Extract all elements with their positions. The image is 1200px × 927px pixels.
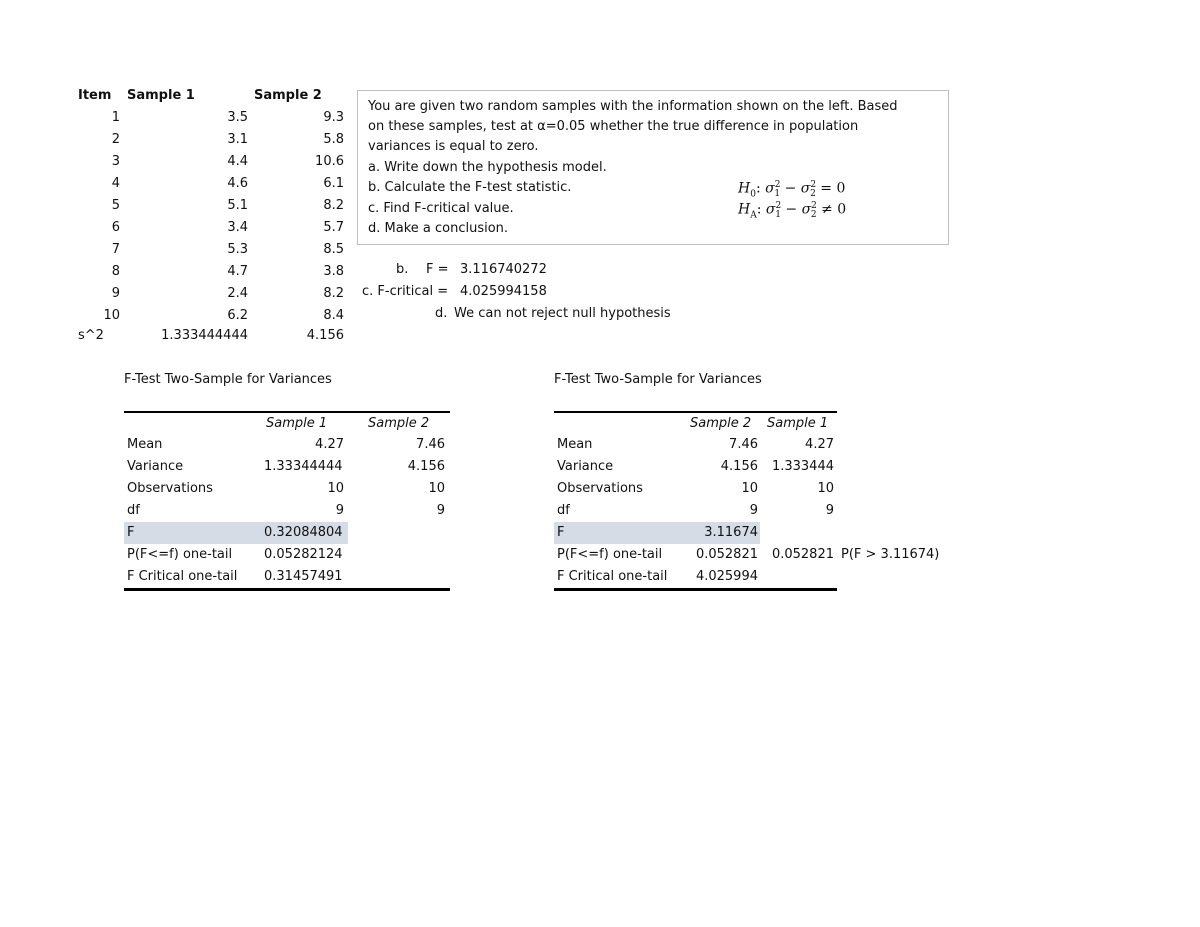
table-bottom-rule: [124, 588, 450, 591]
table-row: [124, 456, 524, 478]
problem-statement-box: [357, 90, 949, 245]
sample-1-cell: 5.3: [227, 242, 248, 257]
ftest-right-col1-header: Sample 2: [690, 416, 752, 431]
table-row: [554, 566, 954, 588]
col2-value: 4.156: [407, 459, 445, 474]
answer-b-equation: F =: [426, 262, 449, 277]
row-label: df: [127, 503, 140, 518]
table-row: [124, 478, 524, 500]
null-hypothesis: $H_0$: $\sigma^2_1 - \sigma^2_2 = 0$: [738, 180, 846, 200]
sample-2-cell: 5.7: [323, 220, 344, 235]
col1-value: 9: [749, 503, 758, 518]
row-label: F Critical one-tail: [557, 569, 668, 584]
sample-2-cell: 10.6: [315, 154, 344, 169]
item-cell: 5: [111, 198, 120, 213]
ha-sub: A: [750, 210, 757, 221]
problem-line: b. Calculate the F-test statistic.: [368, 180, 572, 195]
answer-c-value: 4.025994158: [460, 284, 547, 299]
answer-b-value: 3.116740272: [460, 262, 547, 277]
row-label: Variance: [127, 459, 184, 474]
table-row: [554, 544, 954, 566]
header-sample-2: Sample 2: [254, 88, 322, 103]
row-label: Observations: [127, 481, 213, 496]
item-cell: 3: [111, 154, 120, 169]
sample-2-cell: 6.1: [323, 176, 344, 191]
sample-1-cell: 2.4: [227, 286, 248, 301]
table-row: [554, 522, 954, 544]
table-row: [124, 544, 524, 566]
h0-rhs: = 0: [820, 180, 846, 197]
row-label: Observations: [557, 481, 643, 496]
sample-2-cell: 5.8: [323, 132, 344, 147]
col1-value: 4.025994: [695, 569, 758, 584]
problem-line: c. Find F-critical value.: [368, 201, 514, 216]
header-item: Item: [78, 88, 112, 103]
sample-2-cell: 8.2: [323, 286, 344, 301]
col2-value: 9: [825, 503, 834, 518]
col1-value: 7.46: [729, 437, 758, 452]
sample-2-cell: 9.3: [323, 110, 344, 125]
sample-2-cell: 8.4: [323, 308, 344, 323]
sample-1-cell: 4.7: [227, 264, 248, 279]
variance-label: s^2: [78, 328, 104, 343]
ftest-left-col1-header: Sample 1: [266, 416, 328, 431]
item-cell: 7: [111, 242, 120, 257]
row-note: P(F > 3.11674): [841, 547, 940, 562]
table-row: [124, 566, 524, 588]
sample-1-cell: 4.4: [227, 154, 248, 169]
row-label: Mean: [127, 437, 163, 452]
sample-2-cell: 8.5: [323, 242, 344, 257]
sample-2-cell: 3.8: [323, 264, 344, 279]
row-label: Mean: [557, 437, 593, 452]
col2-value: 10: [428, 481, 445, 496]
col1-value: 0.32084804: [264, 525, 343, 540]
problem-line: variances is equal to zero.: [368, 139, 539, 154]
row-label: F Critical one-tail: [127, 569, 238, 584]
table-row: [124, 522, 524, 544]
item-cell: 2: [111, 132, 120, 147]
table-row: [554, 456, 954, 478]
problem-line: d. Make a conclusion.: [368, 221, 509, 236]
row-label: df: [557, 503, 570, 518]
header-sample-1: Sample 1: [127, 88, 195, 103]
row-label: F: [557, 525, 565, 540]
col2-value: 1.333444: [771, 459, 834, 474]
problem-line: a. Write down the hypothesis model.: [368, 160, 607, 175]
answer-b-label: b.: [396, 262, 409, 277]
table-bottom-rule: [554, 588, 837, 591]
col1-value: 3.11674: [704, 525, 758, 540]
answer-d-text: We can not reject null hypothesis: [454, 306, 671, 321]
row-label: P(F<=f) one-tail: [557, 547, 663, 562]
ftest-left-title: F-Test Two-Sample for Variances: [124, 372, 332, 387]
col1-value: 10: [741, 481, 758, 496]
col2-value: 7.46: [416, 437, 445, 452]
ha-name: H: [738, 201, 751, 218]
col2-value: 10: [817, 481, 834, 496]
ha-rhs: ≠ 0: [821, 201, 847, 218]
row-label: F: [127, 525, 135, 540]
variance-sample-1: 1.333444444: [161, 328, 248, 343]
h0-name: H: [738, 180, 751, 197]
sample-1-cell: 3.1: [227, 132, 248, 147]
sample-1-cell: 6.2: [227, 308, 248, 323]
row-label: Variance: [557, 459, 614, 474]
col1-value: 4.156: [720, 459, 758, 474]
table-row: [124, 500, 524, 522]
sample-1-cell: 3.5: [227, 110, 248, 125]
item-cell: 6: [111, 220, 120, 235]
item-cell: 4: [111, 176, 120, 191]
h0-sub: 0: [750, 189, 756, 200]
ftest-right-col2-header: Sample 1: [767, 416, 829, 431]
sample-2-cell: 8.2: [323, 198, 344, 213]
col1-value: 0.05282124: [264, 547, 343, 562]
variance-sample-2: 4.156: [306, 328, 344, 343]
problem-line: You are given two random samples with the information shown on the left. Based: [368, 99, 898, 114]
answer-d-label: d.: [435, 306, 448, 321]
col2-value: 9: [436, 503, 445, 518]
col1-value: 10: [327, 481, 344, 496]
item-cell: 10: [103, 308, 120, 323]
ftest-right-title: F-Test Two-Sample for Variances: [554, 372, 762, 387]
table-top-rule: [554, 411, 837, 413]
col2-value: 0.052821: [771, 547, 834, 562]
sample-1-cell: 3.4: [227, 220, 248, 235]
sample-1-cell: 5.1: [227, 198, 248, 213]
col1-value: 1.33344444: [264, 459, 343, 474]
row-label: P(F<=f) one-tail: [127, 547, 233, 562]
col1-value: 0.31457491: [264, 569, 343, 584]
col2-value: 4.27: [805, 437, 834, 452]
alternative-hypothesis: $H_A$: $\sigma^2_1 - \sigma^2_2 \ne 0$: [738, 201, 847, 221]
table-row: [554, 478, 954, 500]
answer-c-label: c. F-critical =: [362, 284, 449, 299]
ftest-left-col2-header: Sample 2: [368, 416, 430, 431]
table-row: [554, 500, 954, 522]
item-cell: 9: [111, 286, 120, 301]
table-row: [124, 434, 524, 456]
col1-value: 9: [335, 503, 344, 518]
table-top-rule: [124, 411, 450, 413]
problem-line: on these samples, test at α=0.05 whether the true difference in population: [368, 119, 859, 134]
table-row: [554, 434, 954, 456]
item-cell: 8: [111, 264, 120, 279]
sample-1-cell: 4.6: [227, 176, 248, 191]
item-cell: 1: [111, 110, 120, 125]
col1-value: 0.052821: [695, 547, 758, 562]
col1-value: 4.27: [315, 437, 344, 452]
